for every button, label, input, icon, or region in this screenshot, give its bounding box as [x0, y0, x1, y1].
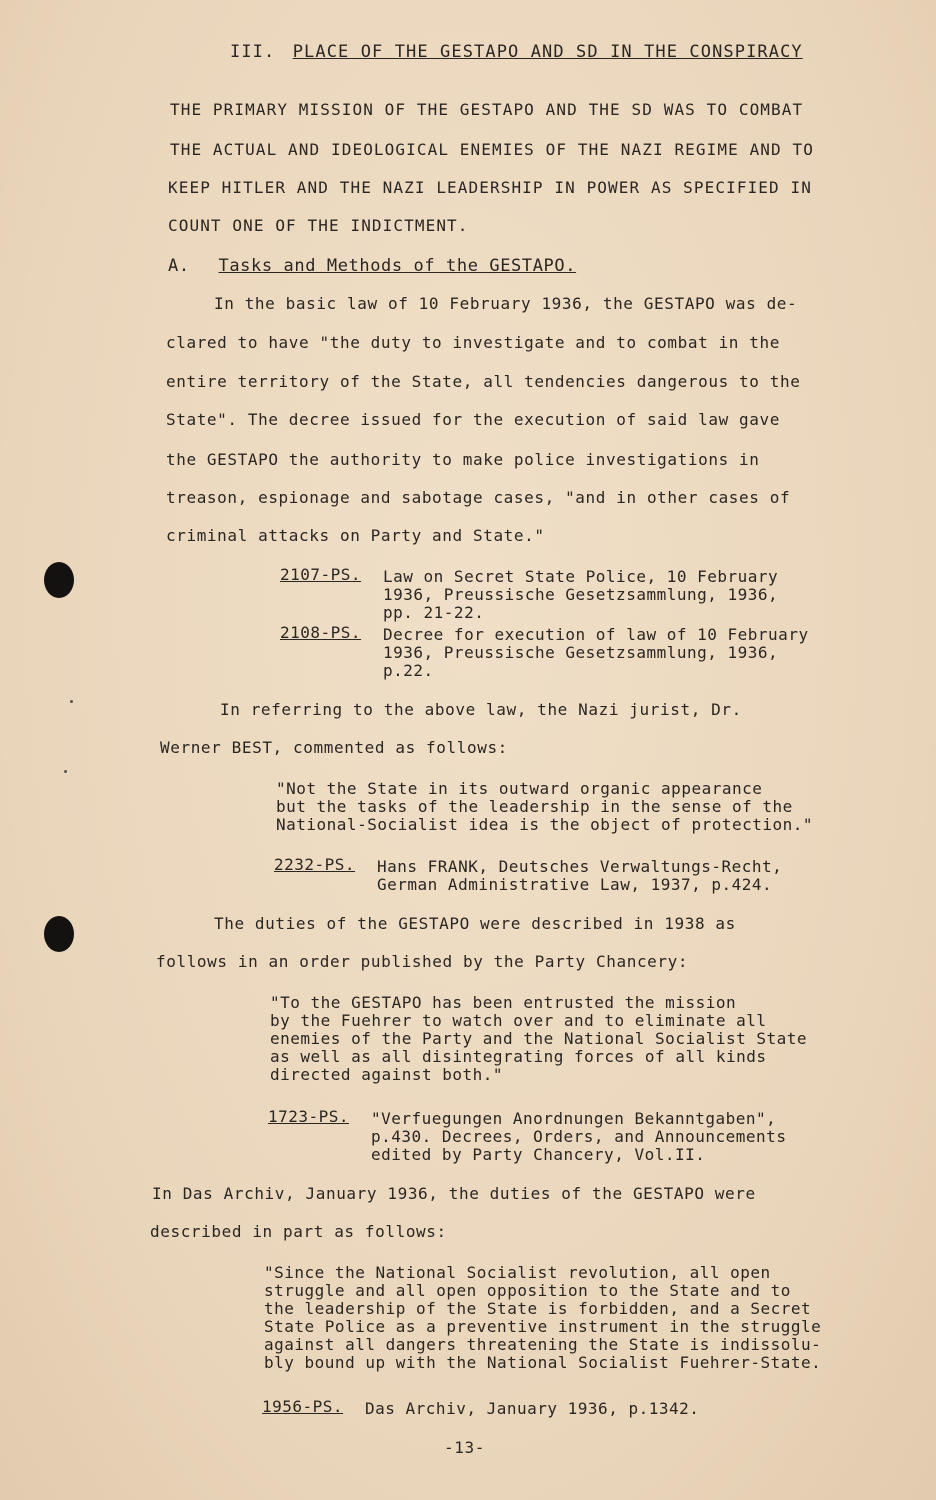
citation-ref: 2107-PS.	[280, 565, 362, 584]
citation-text: Das Archiv, January 1936, p.1342.	[365, 1399, 700, 1418]
subsection-label: A.	[168, 256, 190, 276]
citation-text: Hans FRANK, Deutsches Verwaltungs-Recht, German Administrative Law, 1937, p.424.	[377, 857, 783, 894]
citation	[274, 856, 854, 896]
intro-line: THE ACTUAL AND IDEOLOGICAL ENEMIES OF THE NAZI REGIME AND TO	[170, 140, 814, 159]
body-line: criminal attacks on Party and State."	[166, 526, 545, 545]
citation-ref: 1956-PS.	[262, 1397, 344, 1416]
body-line: follows in an order published by the Party Chancery:	[156, 952, 689, 971]
paper-speck	[64, 770, 67, 773]
body-line: In the basic law of 10 February 1936, the GESTAPO was de-	[214, 294, 798, 313]
body-line: described in part as follows:	[150, 1222, 447, 1241]
section-heading	[230, 42, 803, 62]
body-line: entire territory of the State, all tendencies dangerous to the	[166, 372, 801, 391]
punch-hole	[44, 916, 74, 952]
body-line: treason, espionage and sabotage cases, "and in other cases of	[166, 488, 791, 507]
paper-speck	[70, 700, 73, 703]
block-quote: "Not the State in its outward organic appearance but the tasks of the leadership in the sense of the National-Socialist idea is the object of protection."	[276, 779, 814, 834]
intro-line: THE PRIMARY MISSION OF THE GESTAPO AND THE SD WAS TO COMBAT	[170, 100, 804, 119]
citation	[268, 1108, 868, 1166]
citation-text: "Verfuegungen Anordnungen Bekanntgaben", p.430. Decrees, Orders, and Announcements edited by Party Chancery, Vol.II.	[371, 1109, 787, 1164]
block-quote: "To the GESTAPO has been entrusted the mission by the Fuehrer to watch over and to eliminate all enemies of the Party and the National Socialist State as well as all disintegrating forces of all kinds directed against both."	[270, 993, 808, 1084]
subsection-heading	[168, 256, 576, 276]
page-number: -13-	[444, 1438, 485, 1457]
body-line: In Das Archiv, January 1936, the duties of the GESTAPO were	[152, 1184, 756, 1203]
intro-line: COUNT ONE OF THE INDICTMENT.	[168, 216, 469, 235]
body-line: the GESTAPO the authority to make police investigations in	[166, 450, 760, 469]
citation	[280, 624, 880, 682]
body-line: State". The decree issued for the execution of said law gave	[166, 410, 780, 429]
citation-ref: 2232-PS.	[274, 855, 356, 874]
punch-hole	[44, 562, 74, 598]
intro-line: KEEP HITLER AND THE NAZI LEADERSHIP IN POWER AS SPECIFIED IN	[168, 178, 812, 197]
heading-number: III.	[230, 42, 276, 62]
body-line: clared to have "the duty to investigate and to combat in the	[166, 333, 780, 352]
citation-ref: 1723-PS.	[268, 1107, 350, 1126]
citation-text: Decree for execution of law of 10 February 1936, Preussische Gesetzsammlung, 1936, p.22.	[383, 625, 809, 680]
citation-ref: 2108-PS.	[280, 623, 362, 642]
body-line: Werner BEST, commented as follows:	[160, 738, 508, 757]
body-line: The duties of the GESTAPO were described in 1938 as	[214, 914, 736, 933]
citation	[280, 566, 860, 624]
body-line: In referring to the above law, the Nazi jurist, Dr.	[220, 700, 742, 719]
heading-title: PLACE OF THE GESTAPO AND SD IN THE CONSPIRACY	[292, 42, 803, 62]
citation	[262, 1398, 822, 1420]
block-quote: "Since the National Socialist revolution, all open struggle and all open opposition to the State and to the leadership of the State is forbidden, and a Secret State Police as a preventive instrument in the struggle against all dangers threatening the State is indissolu- bly bound up with the National Socialist Fuehrer-State.	[264, 1263, 822, 1372]
citation-text: Law on Secret State Police, 10 February 1936, Preussische Gesetzsammlung, 1936, pp. 21-22.	[383, 567, 779, 622]
subsection-title: Tasks and Methods of the GESTAPO.	[218, 256, 577, 276]
